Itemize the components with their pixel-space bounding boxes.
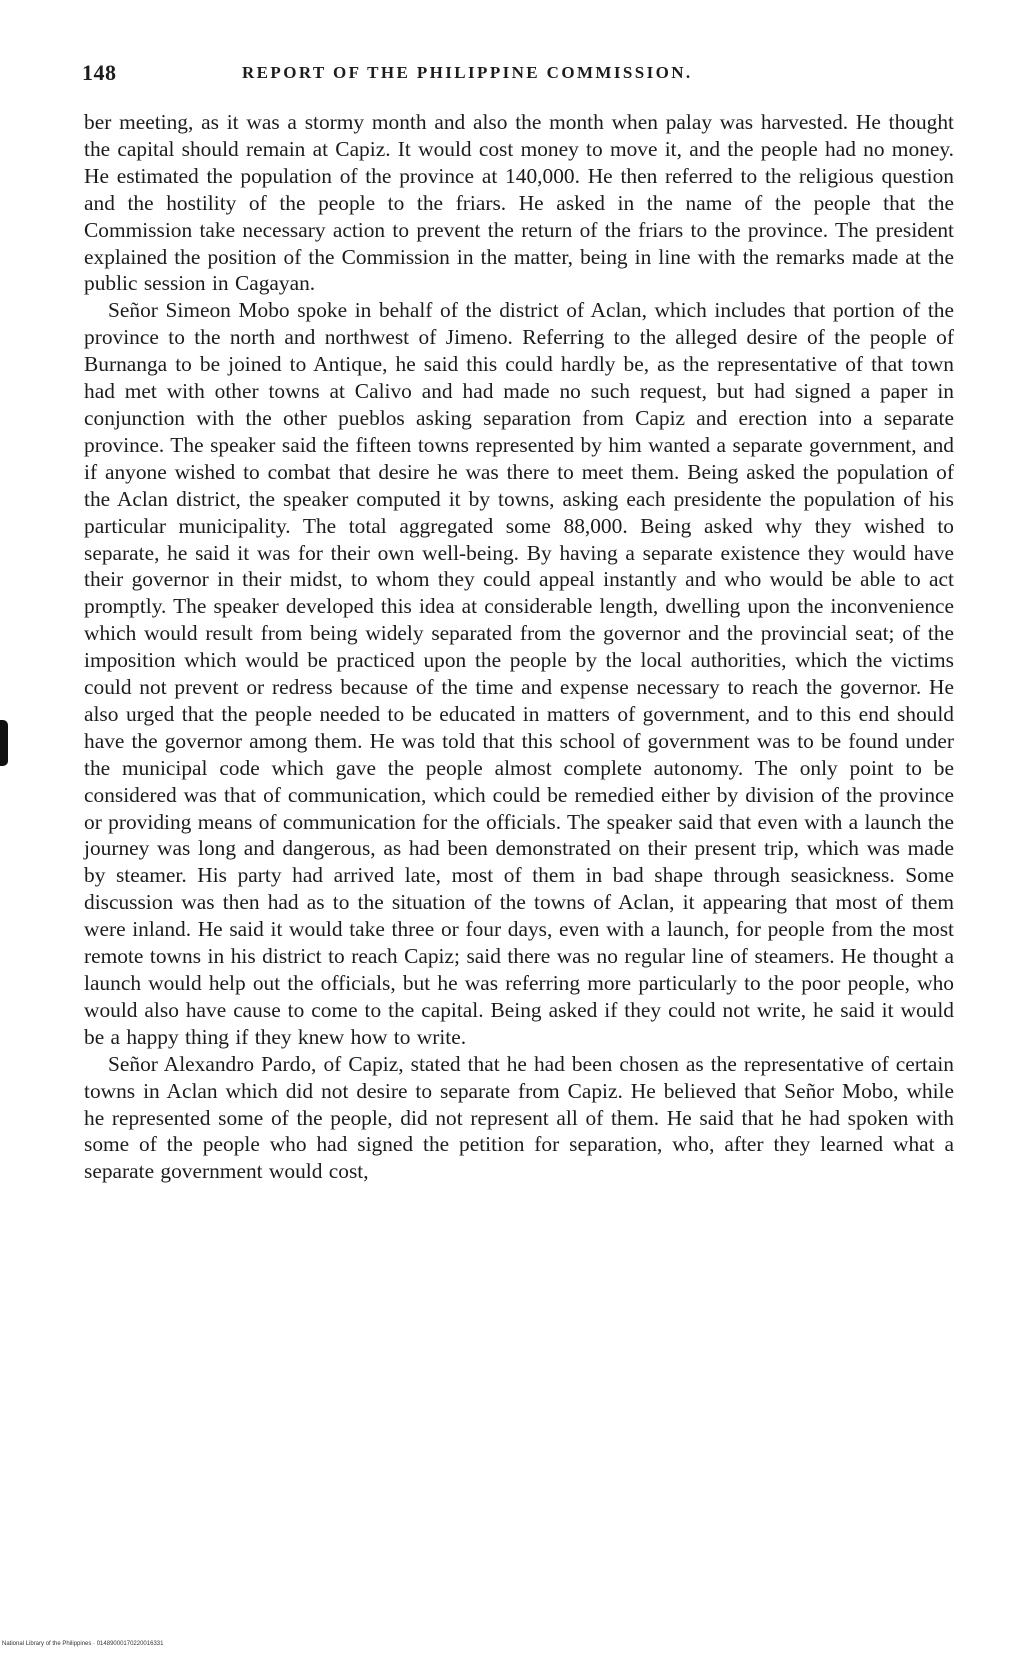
- body-text: [84, 109, 954, 1185]
- paragraph-mobo-speech: Señor Simeon Mobo spoke in behalf of the district of Aclan, which includes that portion of the province to the north and northwest of Jimeno. Referring to the alleged desire of the people of Burnanga to be joined to Antique, he said this could hardly be, as the representative of that town had met with other towns at Calivo and had made no such request, but had signed a paper in conjunction with the other pueblos asking separation from Capiz and erection into a separate province. The speaker said the fifteen towns represented by him wanted a separate government, and if anyone wished to combat that desire he was there to meet them. Being asked the population of the Aclan district, the speaker computed it by towns, asking each presidente the population of his particular municipality. The total aggregated some 88,000. Being asked why they wished to separate, he said it was for their own well-being. By having a separate existence they would have their governor in their midst, to whom they could appeal instantly and who would be able to act promptly. The speaker developed this idea at considerable length, dwelling upon the inconvenience which would result from being widely separated from the governor and the provincial seat; of the imposition which would be practiced upon the people by the local authorities, which the victims could not prevent or redress because of the time and expense necessary to reach the governor. He also urged that the people needed to be educated in matters of government, and to this end should have the governor among them. He was told that this school of government was to be found under the municipal code which gave the people almost complete autonomy. The only point to be considered was that of communication, which could be remedied either by division of the province or providing means of communication for the officials. The speaker said that even with a launch the journey was long and dangerous, as had been demonstrated on their present trip, which was made by steamer. His party had arrived late, most of them in bad shape through seasickness. Some discussion was then had as to the situation of the towns of Aclan, it appearing that most of them were inland. He said it would take three or four days, even with a launch, for people from the most remote towns in his district to reach Capiz; said there was no regular line of steamers. He thought a launch would help out the officials, but he was referring more particularly to the poor people, who would also have cause to come to the capital. Being asked if they could not write, he said it would be a happy thing if they knew how to write.: [84, 298, 954, 1049]
- running-title: REPORT OF THE PHILIPPINE COMMISSION.: [242, 63, 693, 82]
- page-number: 148: [82, 60, 117, 85]
- scan-edge-mark: [0, 720, 8, 766]
- paragraph-pardo-statement: Señor Alexandro Pardo, of Capiz, stated that he had been chosen as the representative of certain towns in Aclan which did not desire to separate from Capiz. He believed that Señor Mobo, while he represented some of the people, did not represent all of them. He said that he had spoken with some of the people who had signed the petition for separation, who, after they learned what a separate government would cost,: [84, 1051, 954, 1184]
- paragraph-continuation: ber meeting, as it was a stormy month and also the month when palay was harvested. He thought the capital should remain at Capiz. It would cost money to move it, and the people had no money. He estimated the population of the province at 140,000. He then referred to the religious question and the hostility of the people to the friars. He asked in the name of the people that the Commission take necessary action to prevent the return of the friars to the province. The president explained the position of the Commission in the matter, being in line with the remarks made at the public session in Cagayan.: [84, 110, 954, 296]
- digitization-stamp: National Library of the Philippines · 01489000170220016331: [2, 1641, 164, 1647]
- page-header: [82, 60, 952, 94]
